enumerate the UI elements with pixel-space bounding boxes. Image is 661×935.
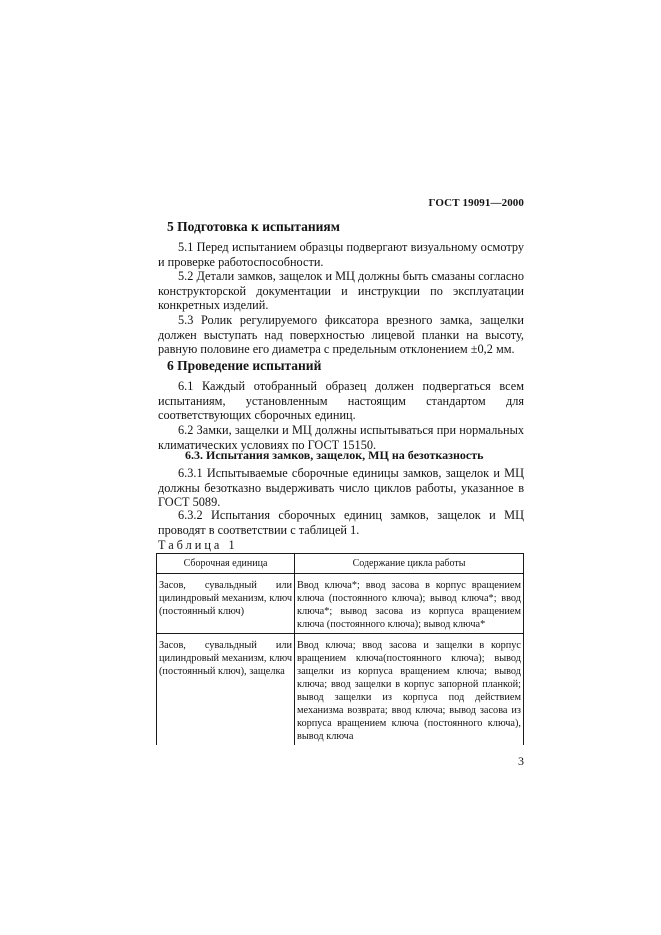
table-row: [157, 634, 524, 746]
table-cell-unit: Засов, сувальдный или цилиндровый механизм, ключ (постоянный ключ), защелка: [157, 634, 295, 746]
section-6-title: 6 Проведение испытаний: [167, 358, 322, 373]
paragraph-5-1: 5.1 Перед испытанием образцы подвергают визуальному осмотру и проверке работоспособности.: [158, 240, 524, 269]
paragraph-5-2: 5.2 Детали замков, защелок и МЦ должны быть смазаны согласно конструкторской документации и инструкции по эксплуатации конкретных изделий.: [158, 269, 525, 313]
table-caption: Таблица 1: [158, 538, 238, 552]
table-cell-cycle: Ввод ключа; ввод засова и защелки в корпус вращением ключа(постоянного ключа); вывод защелки из корпуса вращением ключа; вывод ключа; ввод защелки в корпус запорной планкой; вывод защелки из корпуса под действием механизма возврата; ввод ключа; вывод засова из корпуса вращением ключа (постоянного ключа), вывод ключа: [295, 634, 524, 746]
table-cell-cycle: Ввод ключа*; ввод засова в корпус вращением ключа (постоянного ключа); вывод ключа*; ввод ключа*; вывод засова из корпуса вращением ключа (постоянного ключа); вывод ключа*: [295, 574, 524, 634]
paragraph-6-2: 6.2 Замки, защелки и МЦ должны испытываться при нормальных климатических условиях по ГОСТ 15150.: [158, 423, 524, 452]
section-5-title: 5 Подготовка к испытаниям: [167, 219, 340, 234]
page-number: 3: [518, 754, 524, 768]
section-6-3-title: 6.3. Испытания замков, защелок, МЦ на безотказность: [185, 448, 484, 462]
document-code: ГОСТ 19091—2000: [428, 197, 524, 209]
table-header-unit: Сборочная единица: [157, 554, 295, 574]
table-row: [157, 574, 524, 634]
paragraph-6-3-1: 6.3.1 Испытываемые сборочные единицы замков, защелок и МЦ должны безотказно выдерживать число циклов работы, указанное в ГОСТ 5089.: [158, 466, 524, 510]
paragraph-5-3: 5.3 Ролик регулируемого фиксатора врезного замка, защелки должен выступать над поверхностью лицевой планки на высоту, равную половине его диаметра с предельным отклонением ±0,2 мм.: [158, 313, 524, 357]
table-header-cycle: Содержание цикла работы: [295, 554, 524, 574]
paragraph-6-3-2: 6.3.2 Испытания сборочных единиц замков, защелок и МЦ проводят в соответствии с таблицей 1.: [158, 508, 524, 537]
table-1: [156, 553, 524, 745]
table-cell-unit: Засов, сувальдный или цилиндровый механизм, ключ (постоянный ключ): [157, 574, 295, 634]
paragraph-6-1: 6.1 Каждый отобранный образец должен подвергаться всем испытаниям, установленным настоящим стандартом для соответствующих сборочных единиц.: [158, 379, 524, 423]
table-header-row: [157, 554, 524, 574]
